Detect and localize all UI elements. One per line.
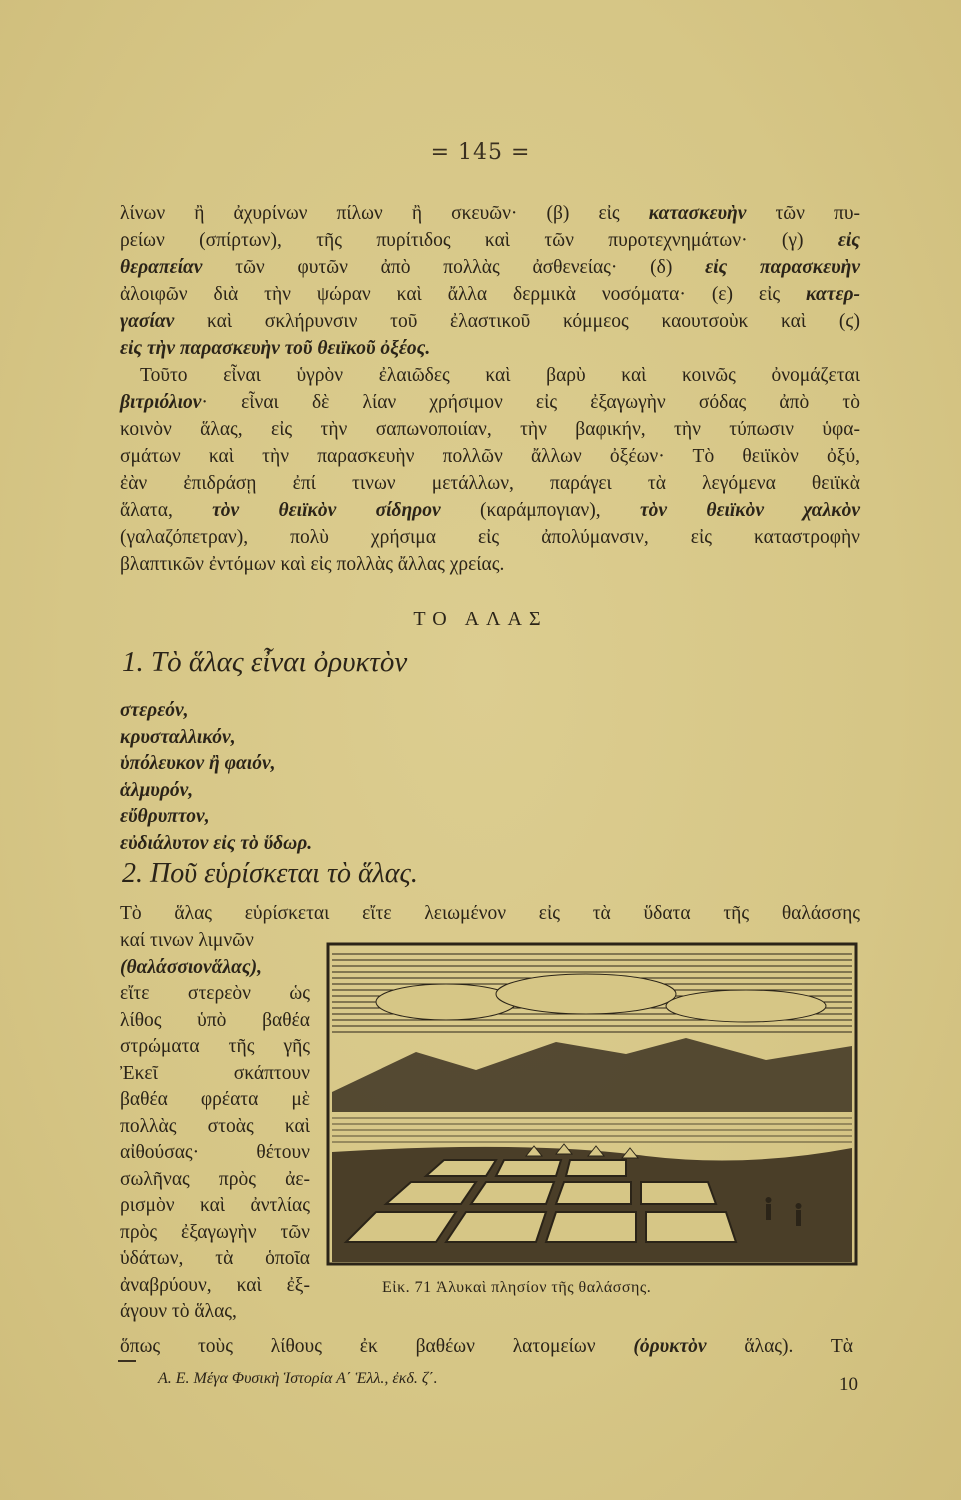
- narrow-line: [120, 1034, 310, 1061]
- text-line: [120, 416, 860, 443]
- section2-last-line: [120, 1336, 853, 1358]
- text-line: [120, 227, 860, 254]
- salt-properties-list: [120, 698, 312, 857]
- text-run: πολλὰς στοὰς καὶ: [120, 1115, 310, 1137]
- text-run: (γαλαζόπετραν), πολὺ χρήσιμα εἰς ἀπολύμανσιν, εἰς καταστροφὴν: [120, 527, 860, 548]
- narrow-line: [120, 1273, 310, 1300]
- text-line: [120, 443, 860, 470]
- text-run: (ὀρυκτὸν: [633, 1336, 707, 1357]
- text-run: τὸν θειϊκὸν σίδηρον: [212, 500, 441, 521]
- text-run: τῶν πυ-: [746, 203, 860, 224]
- sheet-number: 10: [839, 1374, 858, 1395]
- narrow-line: [120, 1246, 310, 1273]
- text-run: ἅλας). Τὰ: [706, 1336, 853, 1357]
- mountains: [332, 1038, 852, 1112]
- text-line: [120, 551, 860, 578]
- narrow-line: [120, 1220, 310, 1247]
- text-run: ὑδάτων, τὰ ὁποῖα: [120, 1248, 310, 1269]
- narrow-line: [120, 1167, 310, 1194]
- text-run: εἴτε στερεὸν ὡς: [120, 983, 310, 1004]
- property-item: εὔθρυπτον,: [120, 806, 210, 827]
- narrow-line: [120, 1008, 310, 1035]
- text-run: · εἶναι δὲ λίαν χρήσιμον εἰς ἐξαγωγὴν σόδας ἀπὸ τὸ: [201, 392, 860, 413]
- text-run: ρισμὸν καὶ ἀντλίας: [120, 1195, 310, 1216]
- figure-caption: Εἰκ. 71 Ἁλυκαὶ πλησίον τῆς θαλάσσης.: [382, 1279, 652, 1296]
- section1-title: 1. Τὸ ἅλας εἶναι ὀρυκτὸν: [122, 646, 408, 678]
- text-run: λίθος ὑπὸ βαθέα: [120, 1009, 310, 1031]
- narrow-line: [120, 955, 310, 982]
- text-line: [120, 389, 860, 416]
- narrow-line: [120, 1061, 310, 1088]
- text-run: βλαπτικῶν ἐντόμων καὶ εἰς πολλὰς ἄλλας χρείας.: [120, 554, 505, 575]
- paragraph-vitriol: [120, 362, 860, 578]
- salt-pans-engraving: [326, 942, 858, 1266]
- narrow-line: [120, 1114, 310, 1141]
- text-run: σμάτων καὶ τὴν παρασκευὴν πολλῶν ἄλλων ὀξέων· Τὸ θειϊκὸν ὀξύ,: [120, 446, 860, 467]
- text-run: θεραπείαν: [120, 257, 203, 278]
- text-line: [120, 470, 860, 497]
- text-line: [120, 335, 860, 362]
- text-run: εἰς παρασκευὴν: [705, 257, 860, 278]
- property-item: ὑπόλευκον ἢ φαιόν,: [120, 753, 276, 774]
- text-run: γασίαν: [120, 311, 175, 332]
- text-run: τῶν φυτῶν ἀπὸ πολλὰς ἀσθενείας· (δ): [202, 257, 706, 278]
- text-run: καί τινων λιμνῶν: [120, 930, 254, 951]
- text-run: σωλῆνας πρὸς ἀε-: [120, 1168, 310, 1190]
- text-run: κατασκευὴν: [648, 203, 747, 224]
- text-run: ὅπως τοὺς λίθους ἐκ βαθέων λατομείων: [120, 1336, 634, 1357]
- text-line: [120, 200, 860, 227]
- property-item: στερεόν,: [120, 700, 189, 721]
- text-line: [120, 524, 860, 551]
- text-run: (θαλάσσιονἅλας),: [120, 956, 262, 978]
- text-run: βαθέα φρέατα μὲ: [120, 1089, 310, 1110]
- footer: [158, 1370, 858, 1395]
- text-line: [120, 497, 860, 524]
- text-line: [120, 362, 860, 389]
- text-run: κατερ-: [806, 284, 860, 305]
- section-heading: ΤΟ ΑΛΑΣ: [413, 608, 548, 630]
- narrow-line: [120, 1087, 310, 1114]
- paragraph-uses: [120, 200, 860, 362]
- text-run: ἅλατα,: [120, 500, 213, 521]
- text-run: ρείων (σπίρτων), τῆς πυρίτιδος καὶ τῶν πυροτεχνημάτων· (γ): [120, 230, 838, 251]
- footer-signature: Α. Ε. Μέγα Φυσικὴ Ἱστορία Α΄ Ἑλλ., ἐκδ. ζ΄.: [158, 1370, 438, 1387]
- text-run: ἐὰν ἐπιδράσῃ ἐπί τινων μετάλλων, παράγει τὰ λεγόμενα θειϊκὰ: [120, 473, 860, 494]
- text-run: τὸν θειϊκὸν χαλκὸν: [639, 500, 860, 521]
- clouds: [376, 974, 826, 1022]
- text-run: βιτριόλιον: [120, 392, 202, 413]
- narrow-line: [120, 981, 310, 1008]
- text-run: άγουν τὸ ἅλας,: [120, 1301, 237, 1322]
- section2-first-line: Τὸ ἅλας εὑρίσκεται εἴτε λειωμένον εἰς τὰ ὕδατα τῆς θαλάσσης: [120, 903, 860, 924]
- narrow-line: [120, 1140, 310, 1167]
- section2-title: 2. Ποῦ εὑρίσκεται τὸ ἅλας.: [122, 858, 418, 889]
- text-run: εἰς: [837, 230, 860, 251]
- narrow-line: [120, 1193, 310, 1220]
- narrow-line: [120, 928, 310, 955]
- text-run: εἰς τὴν παρασκευὴν τοῦ θειϊκοῦ ὀξέος.: [120, 338, 431, 359]
- text-run: στρώματα τῆς γῆς: [120, 1036, 310, 1057]
- text-run: Τοῦτο εἶναι ὑγρὸν ἐλαιῶδες καὶ βαρὺ καὶ κοινῶς ὀνομάζεται: [140, 365, 860, 386]
- section2-narrow-column: [120, 928, 310, 1326]
- text-run: λίνων ἢ ἀχυρίνων πίλων ἢ σκευῶν· (β) εἰς: [120, 203, 649, 224]
- text-run: κοινὸν ἅλας, εἰς τὴν σαπωνοποιίαν, τὴν βαφικήν, τὴν τύπωσιν ὑφα-: [120, 419, 860, 440]
- property-item: κρυσταλλικόν,: [120, 726, 236, 748]
- text-run: Ἐκεῖ σκάπτουν: [120, 1062, 310, 1084]
- text-run: ἀναβρύουν, καὶ ἐξ-: [120, 1274, 310, 1296]
- text-run: πρὸς ἐξαγωγὴν τῶν: [120, 1221, 310, 1243]
- text-line: [120, 254, 860, 281]
- property-item: ἁλμυρόν,: [120, 779, 194, 801]
- sea: [332, 1118, 852, 1142]
- text-run: καὶ σκλήρυνσιν τοῦ ἐλαστικοῦ κόμμεος καουτσοὺκ καὶ (ϛ): [174, 311, 860, 332]
- text-line: [120, 308, 860, 335]
- text-run: ἀλοιφῶν διὰ τὴν ψώραν καὶ ἄλλα δερμικὰ νοσόματα· (ε) εἰς: [120, 284, 807, 305]
- property-item: εὐδιάλυτον εἰς τὸ ὕδωρ.: [120, 832, 313, 854]
- text-run: (καράμπογιαν),: [440, 500, 640, 521]
- narrow-line: [120, 1299, 310, 1326]
- text-run: αἰθούσας· θέτουν: [120, 1142, 310, 1163]
- text-line: [120, 281, 860, 308]
- page-number: = 145 =: [430, 140, 531, 165]
- margin-dash: [118, 1360, 136, 1362]
